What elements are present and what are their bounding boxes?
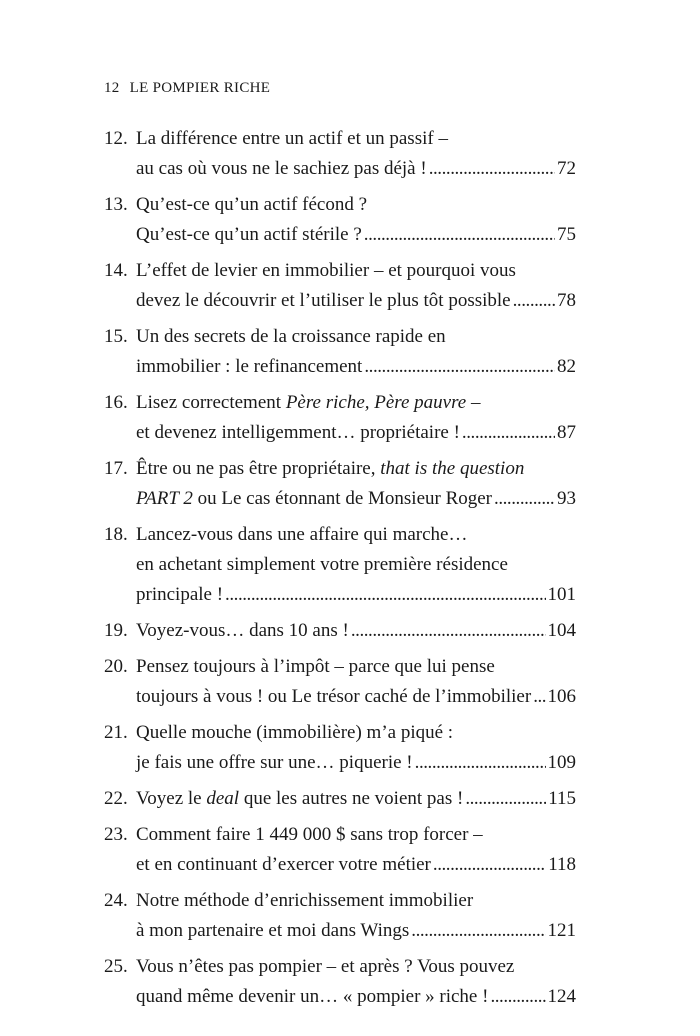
chapter-number: 19. (104, 620, 128, 641)
page-ref: 101 (547, 584, 576, 605)
leader-dots (429, 154, 555, 184)
leader-dots (415, 748, 546, 778)
entry-title-line: Notre méthode d’enrichissement immobilier (136, 890, 474, 911)
text-run: que les autres ne voient pas ! (239, 788, 464, 809)
entry-title-line: Qu’est-ce qu’un actif fécond ? (136, 194, 368, 215)
page-ref: 115 (548, 788, 576, 809)
leader-dots (465, 784, 546, 814)
entry-title-line: Voyez-vous… dans 10 ans ! (136, 620, 349, 641)
entry-title-line: devez le découvrir et l’utiliser le plus tôt possible (136, 290, 511, 311)
toc-entry-17 (104, 454, 576, 514)
entry-title-line: immobilier : le refinancement (136, 356, 363, 377)
text-run: – (466, 392, 481, 413)
chapter-number: 16. (104, 392, 128, 413)
chapter-number: 25. (104, 956, 128, 977)
toc-entry-16 (104, 388, 576, 448)
leader-dots (411, 916, 545, 946)
entry-title-line: Lancez-vous dans une affaire qui marche… (136, 524, 468, 545)
italic-word: deal (206, 788, 240, 809)
entry-title-line: Vous n’êtes pas pompier – et après ? Vous pouvez (136, 956, 515, 977)
toc-entry-19 (104, 616, 576, 646)
text-run: Lisez correctement (136, 392, 286, 413)
entry-title-line: je fais une offre sur une… piquerie ! (136, 752, 413, 773)
toc-entry-20 (104, 652, 576, 712)
leader-dots (364, 220, 555, 250)
book-title: Père riche, Père pauvre (285, 392, 467, 413)
chapter-number: 15. (104, 326, 128, 347)
leader-dots (225, 580, 545, 610)
leader-dots (490, 982, 545, 1012)
entry-title-line (136, 484, 492, 514)
toc-entry-24 (104, 886, 576, 946)
chapter-number: 24. (104, 890, 128, 911)
chapter-number: 22. (104, 788, 128, 809)
leader-dots (351, 616, 546, 646)
entry-title-line: Un des secrets de la croissance rapide en (136, 326, 446, 347)
page-ref: 93 (557, 488, 576, 509)
entry-title-line: en achetant simplement votre première résidence (136, 554, 508, 575)
leader-dots (494, 484, 555, 514)
page-ref: 78 (557, 290, 576, 311)
toc-entry-13 (104, 190, 576, 250)
entry-title-line (136, 388, 576, 418)
text-run: Voyez le (136, 788, 207, 809)
entry-title-line: toujours à vous ! ou Le trésor caché de l’immobilier (136, 686, 532, 707)
chapter-number: 17. (104, 458, 128, 479)
leader-dots (533, 682, 545, 712)
page-ref: 82 (557, 356, 576, 377)
toc-entry-21 (104, 718, 576, 778)
entry-title-line: Pensez toujours à l’impôt – parce que lui pense (136, 656, 495, 677)
toc-entry-22 (104, 784, 576, 814)
text-run: ou Le cas étonnant de Monsieur Roger (192, 488, 493, 509)
page-ref: 106 (547, 686, 576, 707)
entry-title-line: principale ! (136, 584, 224, 605)
leader-dots (513, 286, 555, 316)
toc-entry-15 (104, 322, 576, 382)
leader-dots (462, 418, 555, 448)
chapter-number: 21. (104, 722, 128, 743)
toc-entry-23 (104, 820, 576, 880)
chapter-number: 23. (104, 824, 128, 845)
chapter-number: 12. (104, 128, 128, 149)
page-ref: 118 (548, 854, 576, 875)
entry-title-line: à mon partenaire et moi dans Wings (136, 920, 410, 941)
toc-entry-25 (104, 952, 576, 1012)
chapter-number: 13. (104, 194, 128, 215)
page-ref: 121 (547, 920, 576, 941)
page-number: 12 (104, 80, 120, 96)
italic-phrase: PART 2 (136, 488, 193, 509)
entry-title-line: L’effet de levier en immobilier – et pourquoi vous (136, 260, 516, 281)
toc-entry-18 (104, 520, 576, 610)
page-ref: 109 (547, 752, 576, 773)
table-of-contents (104, 124, 576, 1018)
italic-phrase: that is the question (380, 458, 525, 479)
page-ref: 124 (547, 986, 576, 1007)
leader-dots (364, 352, 555, 382)
page-ref: 75 (557, 224, 576, 245)
chapter-number: 14. (104, 260, 128, 281)
toc-entry-12 (104, 124, 576, 184)
page-ref: 87 (557, 422, 576, 443)
entry-title-line: Quelle mouche (immobilière) m’a piqué : (136, 722, 454, 743)
entry-title-line: et devenez intelligemment… propriétaire ! (136, 422, 460, 443)
leader-dots (433, 850, 546, 880)
entry-title-line: et en continuant d’exercer votre métier (136, 854, 431, 875)
running-title: LE POMPIER RICHE (129, 80, 271, 96)
running-header (104, 80, 270, 97)
entry-title-line (136, 454, 576, 484)
entry-title-line: Comment faire 1 449 000 $ sans trop forcer – (136, 824, 483, 845)
entry-title-line: au cas où vous ne le sachiez pas déjà ! (136, 158, 427, 179)
chapter-number: 20. (104, 656, 128, 677)
toc-entry-14 (104, 256, 576, 316)
text-run: Être ou ne pas être propriétaire, (136, 458, 381, 479)
page-ref: 72 (557, 158, 576, 179)
entry-title-line (136, 784, 463, 814)
chapter-number: 18. (104, 524, 128, 545)
entry-title-line: Qu’est-ce qu’un actif stérile ? (136, 224, 362, 245)
page-ref: 104 (547, 620, 576, 641)
entry-title-line: quand même devenir un… « pompier » riche ! (136, 986, 489, 1007)
entry-title-line: La différence entre un actif et un passif – (136, 128, 448, 149)
